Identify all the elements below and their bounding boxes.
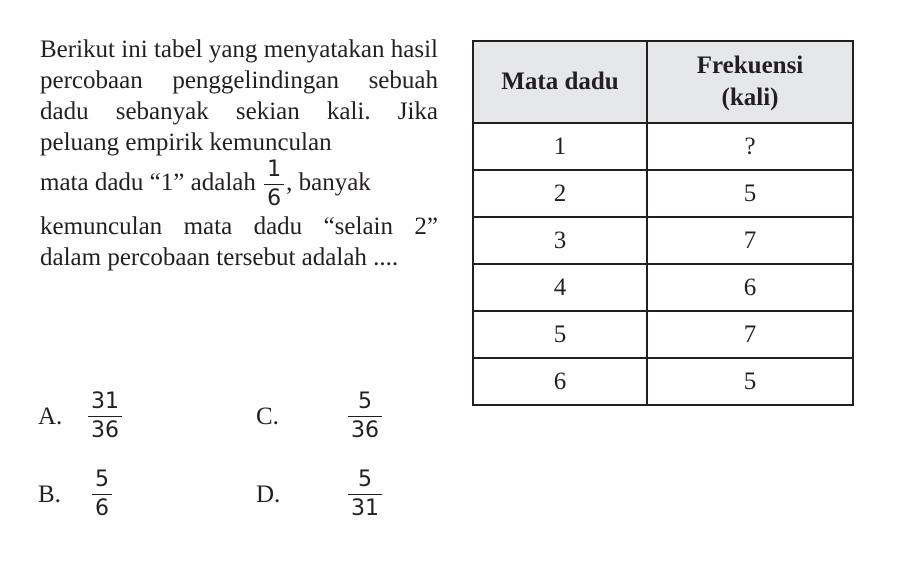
- option-d-numerator: 5: [348, 468, 382, 495]
- cell-frequency: 5: [647, 358, 853, 405]
- option-c-fraction: [348, 390, 382, 443]
- header-frekuensi-line-1: Frekuensi: [696, 52, 804, 79]
- option-b-fraction: [92, 468, 112, 521]
- table-row: [473, 264, 853, 311]
- option-b-denominator: 6: [95, 496, 109, 521]
- option-b-numerator: 5: [92, 468, 112, 495]
- table-row: [473, 170, 853, 217]
- cell-face: 4: [473, 264, 647, 311]
- cell-face: 6: [473, 358, 647, 405]
- option-a-denominator: 36: [91, 418, 119, 443]
- table-row: [473, 358, 853, 405]
- option-d-fraction: [348, 468, 382, 521]
- cell-face: 5: [473, 311, 647, 358]
- option-b[interactable]: [38, 468, 114, 521]
- table-row: [473, 123, 853, 170]
- question-line-3: kemunculan mata dadu “selain 2” dalam percobaan tersebut adalah ....: [40, 213, 438, 271]
- question-line-2-after: , banyak: [286, 169, 371, 197]
- table-header-row: [473, 41, 853, 123]
- question-text: [40, 34, 438, 273]
- cell-frequency: 5: [647, 170, 853, 217]
- option-c-numerator: 5: [348, 390, 382, 417]
- option-c[interactable]: [256, 390, 384, 443]
- cell-face: 2: [473, 170, 647, 217]
- question-fraction-numerator: 1: [264, 158, 284, 185]
- header-frekuensi: [647, 41, 853, 123]
- option-a-numerator: 31: [88, 390, 122, 417]
- cell-face: 3: [473, 217, 647, 264]
- answer-options: [38, 390, 438, 540]
- question-fraction-denominator: 6: [267, 186, 282, 211]
- option-a-fraction: [88, 390, 122, 443]
- table-row: [473, 217, 853, 264]
- option-d[interactable]: [256, 468, 384, 521]
- option-a-label: A.: [38, 402, 63, 430]
- question-line-2-before: mata dadu “1” adalah: [40, 169, 256, 197]
- dice-frequency-table: [472, 40, 854, 406]
- option-d-label: D.: [256, 480, 281, 508]
- table-row: [473, 311, 853, 358]
- option-d-denominator: 31: [351, 496, 379, 521]
- question-line-1: Berikut ini tabel yang menyatakan hasil percobaan penggelindingan sebuah dadu sebanyak sekian kali. Jika peluang empirik kemunculan: [40, 36, 438, 156]
- header-mata-dadu: Mata dadu: [473, 41, 647, 123]
- question-fraction: [264, 158, 284, 211]
- header-frekuensi-line-2: (kali): [721, 84, 779, 111]
- option-a[interactable]: [38, 390, 124, 443]
- option-c-denominator: 36: [351, 418, 379, 443]
- cell-frequency: 7: [647, 311, 853, 358]
- question-line-2: [40, 158, 438, 211]
- cell-face: 1: [473, 123, 647, 170]
- option-c-label: C.: [256, 402, 279, 430]
- option-b-label: B.: [38, 480, 61, 508]
- cell-frequency: ?: [647, 123, 853, 170]
- cell-frequency: 6: [647, 264, 853, 311]
- cell-frequency: 7: [647, 217, 853, 264]
